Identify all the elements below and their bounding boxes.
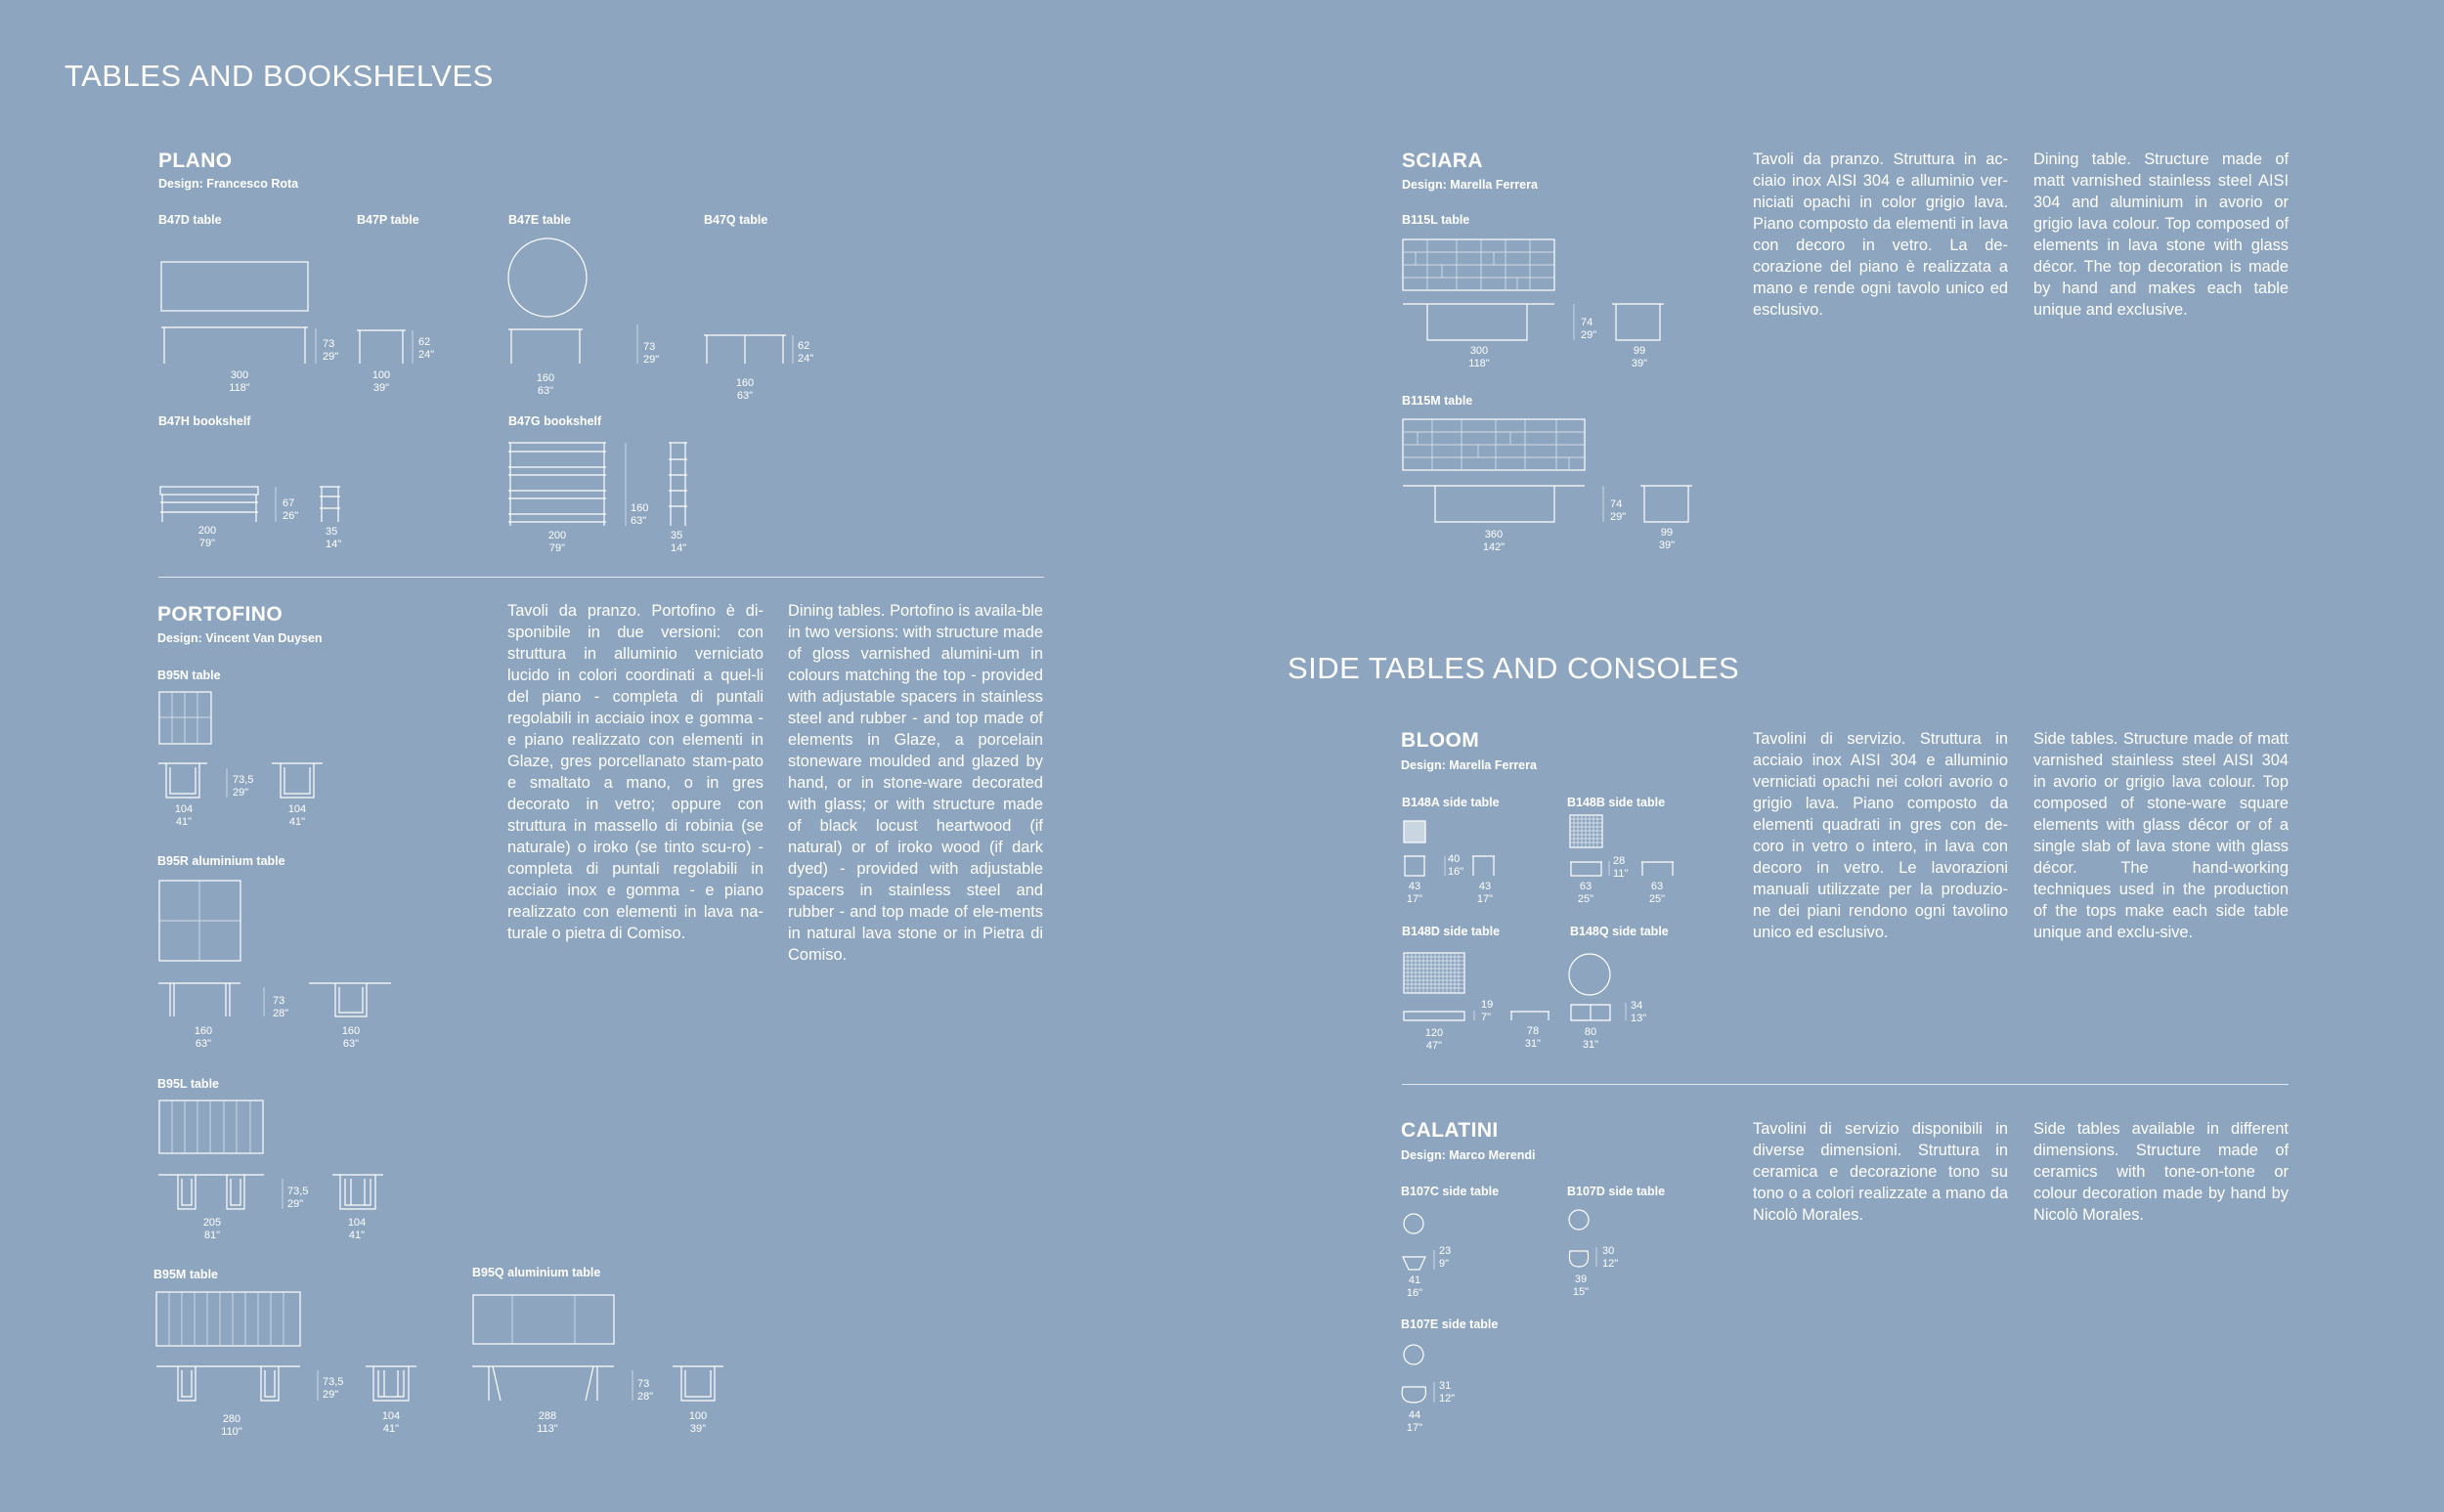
dim-b95l-height: 73,5 29" [287,1186,309,1210]
dim-b107c-width: 41 16" [1406,1274,1423,1299]
designer-bloom: Design: Marella Ferrera [1401,758,1537,772]
bloom-description-italian: Tavolini di servizio. Struttura in acciaio inox AISI 304 e alluminio verniciati opachi nei colori avorio o grigio lava. Piano composto da elementi quadrati in gres con de-coro in vetro o intero, in lava con decoro in vetro. Le lavorazioni manuali utilizzate per la produzio-ne dei piani rendono ogni tavolino unico ed esclusivo. [1753,730,2008,941]
label-b107d: B107D side table [1567,1185,1666,1198]
dim-b107c-height: 23 9" [1439,1245,1452,1270]
dim-b47h-height: 67 26" [283,497,299,522]
dim-b47e-height: 73 29" [643,341,660,366]
dim-b148d-width: 120 47" [1424,1027,1444,1052]
section-heading-side-tables-consoles: SIDE TABLES AND CONSOLES [1287,651,1740,685]
product-name-portofino: PORTOFINO [157,603,284,626]
dim-b47e-width: 160 63" [536,372,555,397]
dim-b47h-depth: 35 14" [326,526,342,550]
label-b47h: B47H bookshelf [158,414,251,428]
portofino-description-italian: Tavoli da pranzo. Portofino è di-sponibile in due versioni: con struttura in alluminio verniciato lucido in colori coordinati a quel-li del piano - completa di puntali regolabili in acciaio inox e gomma - e piano realizzato con elementi in Glaze, gres porcellanato stam-pato e smaltato a mano, o in gres decorato in vetro; oppure con struttura in massello di robinia (se naturale) o iroko (se tinto scu-ro) - completa di puntali regolabili in acciaio inox e gomma - e piano realizzato con elementi in lava na-turale o pietra di Comiso. [507,602,764,942]
dim-b95q-height: 73 28" [637,1378,654,1403]
dim-b95m-height: 73,5 29" [323,1376,344,1401]
designer-portofino: Design: Vincent Van Duysen [157,631,323,645]
dim-b95q-width: 288 113" [537,1410,558,1435]
product-name-bloom: BLOOM [1401,729,1480,752]
product-name-sciara: SCIARA [1402,150,1483,172]
dim-b47p-width: 100 39" [371,369,391,394]
dim-b148d-depth: 78 31" [1524,1025,1542,1050]
dim-b47h-width: 200 79" [197,525,217,549]
calatini-description-italian: Tavolini di servizio disponibili in diverse dimensioni. Struttura in ceramica e decorazione tono su tono o a colori realizzate a mano da Nicolò Morales. [1753,1120,2008,1224]
dim-b47g-depth: 35 14" [671,530,687,554]
portofino-description-english: Dining tables. Portofino is availa-ble in two versions: with structure made of gloss varnished alumini-um in colours matching the top - provided with adjustable spacers in stainless steel and rubber - and top made of elements in Glaze, a porcelain stoneware moulded and glazed by hand, or in stone-ware decorated with glass; or with structure made of black locust heartwood (if natural) or of iroko wood (if dark dyed) - provided with adjustable spacers in stainless steel and rubber - and top made of ele-ments in natural lava stone or in Pietra di Comiso. [788,602,1043,964]
b107d-front-view [1569,1251,1588,1267]
label-b47e: B47E table [508,213,571,227]
b107c-top-view [1404,1214,1423,1233]
bloom-description-english: Side tables. Structure made of matt varnished stainless steel AISI 304 in avorio or grigio lava colour. Top composed of stone-ware square elements with glass décor or of a single slab of lava stone with glass décor. The hand-working techniques used in the production of the tops make each side table unique and exclu-sive. [2033,730,2289,941]
dim-b107d-width: 39 15" [1572,1274,1590,1298]
dim-b47p-height: 62 24" [418,336,435,361]
dim-b148b-width: 63 25" [1577,881,1594,905]
dim-b47d-width: 300 118" [229,369,250,394]
dim-b95n-depth: 104 41" [287,803,307,828]
label-b148a: B148A side table [1402,796,1500,809]
sciara-description-english: Dining table. Structure made of matt varnished stainless steel AISI 304 and aluminium in avorio or grigio lava colour. Top composed of elements in lava stone with glass décor. The top decoration is made by hand and makes each table unique and exclusive. [2033,151,2289,319]
label-b148d: B148D side table [1402,925,1501,938]
dim-b95q-depth: 100 39" [688,1410,708,1435]
label-b47g: B47G bookshelf [508,414,602,428]
label-b47d: B47D table [158,213,222,227]
dim-b148q-height: 34 13" [1631,1000,1647,1024]
dim-b95m-depth: 104 41" [381,1410,401,1435]
designer-plano: Design: Francesco Rota [158,177,299,191]
b107c-front-view [1403,1257,1425,1270]
dim-b95r-height: 73 28" [273,995,289,1019]
dim-b148d-height: 19 7" [1481,999,1494,1023]
b107e-front-view [1402,1387,1425,1403]
dim-b115l-depth: 99 39" [1631,345,1648,369]
dim-b148a-height: 40 16" [1448,853,1464,878]
dim-b95r-depth: 160 63" [341,1025,361,1050]
dim-b47q-width: 160 63" [735,377,755,402]
dim-b107d-height: 30 12" [1602,1245,1619,1270]
dim-b148a-width: 43 17" [1406,881,1423,905]
label-b47q: B47Q table [704,213,768,227]
dim-b95n-width: 104 41" [174,803,194,828]
dim-b115m-width: 360 142" [1482,529,1506,553]
dim-b95r-width: 160 63" [194,1025,213,1050]
dim-b47q-height: 62 24" [798,340,814,365]
label-b115l: B115L table [1402,213,1470,227]
designer-sciara: Design: Marella Ferrera [1402,178,1538,192]
dim-b47g-height: 160 63" [631,502,649,527]
b107d-top-view [1569,1210,1589,1230]
label-b148b: B148B side table [1567,796,1666,809]
dim-b107e-height: 31 12" [1439,1380,1456,1404]
dim-b148b-height: 28 11" [1613,855,1629,880]
dim-b95l-width: 205 81" [202,1217,222,1241]
label-b47p: B47P table [357,213,419,227]
dim-b95n-height: 73,5 29" [233,774,254,799]
b107e-top-view [1404,1345,1423,1364]
label-b95m: B95M table [153,1268,218,1281]
section-heading-tables-bookshelves: TABLES AND BOOKSHELVES [65,59,494,93]
dim-b115l-width: 300 118" [1468,345,1490,369]
dim-b107e-width: 44 17" [1406,1409,1423,1434]
label-b95q: B95Q aluminium table [472,1266,601,1279]
label-b95r: B95R aluminium table [157,854,285,868]
product-name-plano: PLANO [158,150,233,172]
dim-b95l-depth: 104 41" [347,1217,367,1241]
dim-b115m-depth: 99 39" [1658,527,1676,551]
dim-b95m-width: 280 110" [221,1413,242,1438]
dim-b148a-depth: 43 17" [1476,881,1494,905]
label-b95n: B95N table [157,669,221,682]
dim-b47g-width: 200 79" [547,530,567,554]
label-b107c: B107C side table [1401,1185,1500,1198]
dim-b47d-height: 73 29" [323,338,339,363]
label-b107e: B107E side table [1401,1318,1499,1331]
sciara-description-italian: Tavoli da pranzo. Struttura in ac-ciaio inox AISI 304 e alluminio ver-niciati opachi in color grigio lava. Piano composto da elementi in lava con decoro in vetro. La de-corazione del piano è realizzata a mano e rende ogni tavolo unico ed esclusivo. [1753,151,2008,319]
designer-calatini: Design: Marco Merendi [1401,1148,1536,1162]
dim-b115m-height: 74 29" [1610,498,1627,523]
label-b148q: B148Q side table [1570,925,1669,938]
calatini-description-english: Side tables available in different dimensions. Structure made of ceramics with tone-on-tone or colour decoration made by hand by Nicolò Morales. [2033,1120,2289,1224]
product-name-calatini: CALATINI [1401,1119,1499,1142]
label-b95l: B95L table [157,1077,219,1091]
dim-b115l-height: 74 29" [1581,317,1597,341]
dim-b148q-width: 80 31" [1582,1026,1599,1051]
label-b115m: B115M table [1402,394,1473,408]
dim-b148b-depth: 63 25" [1648,881,1666,905]
